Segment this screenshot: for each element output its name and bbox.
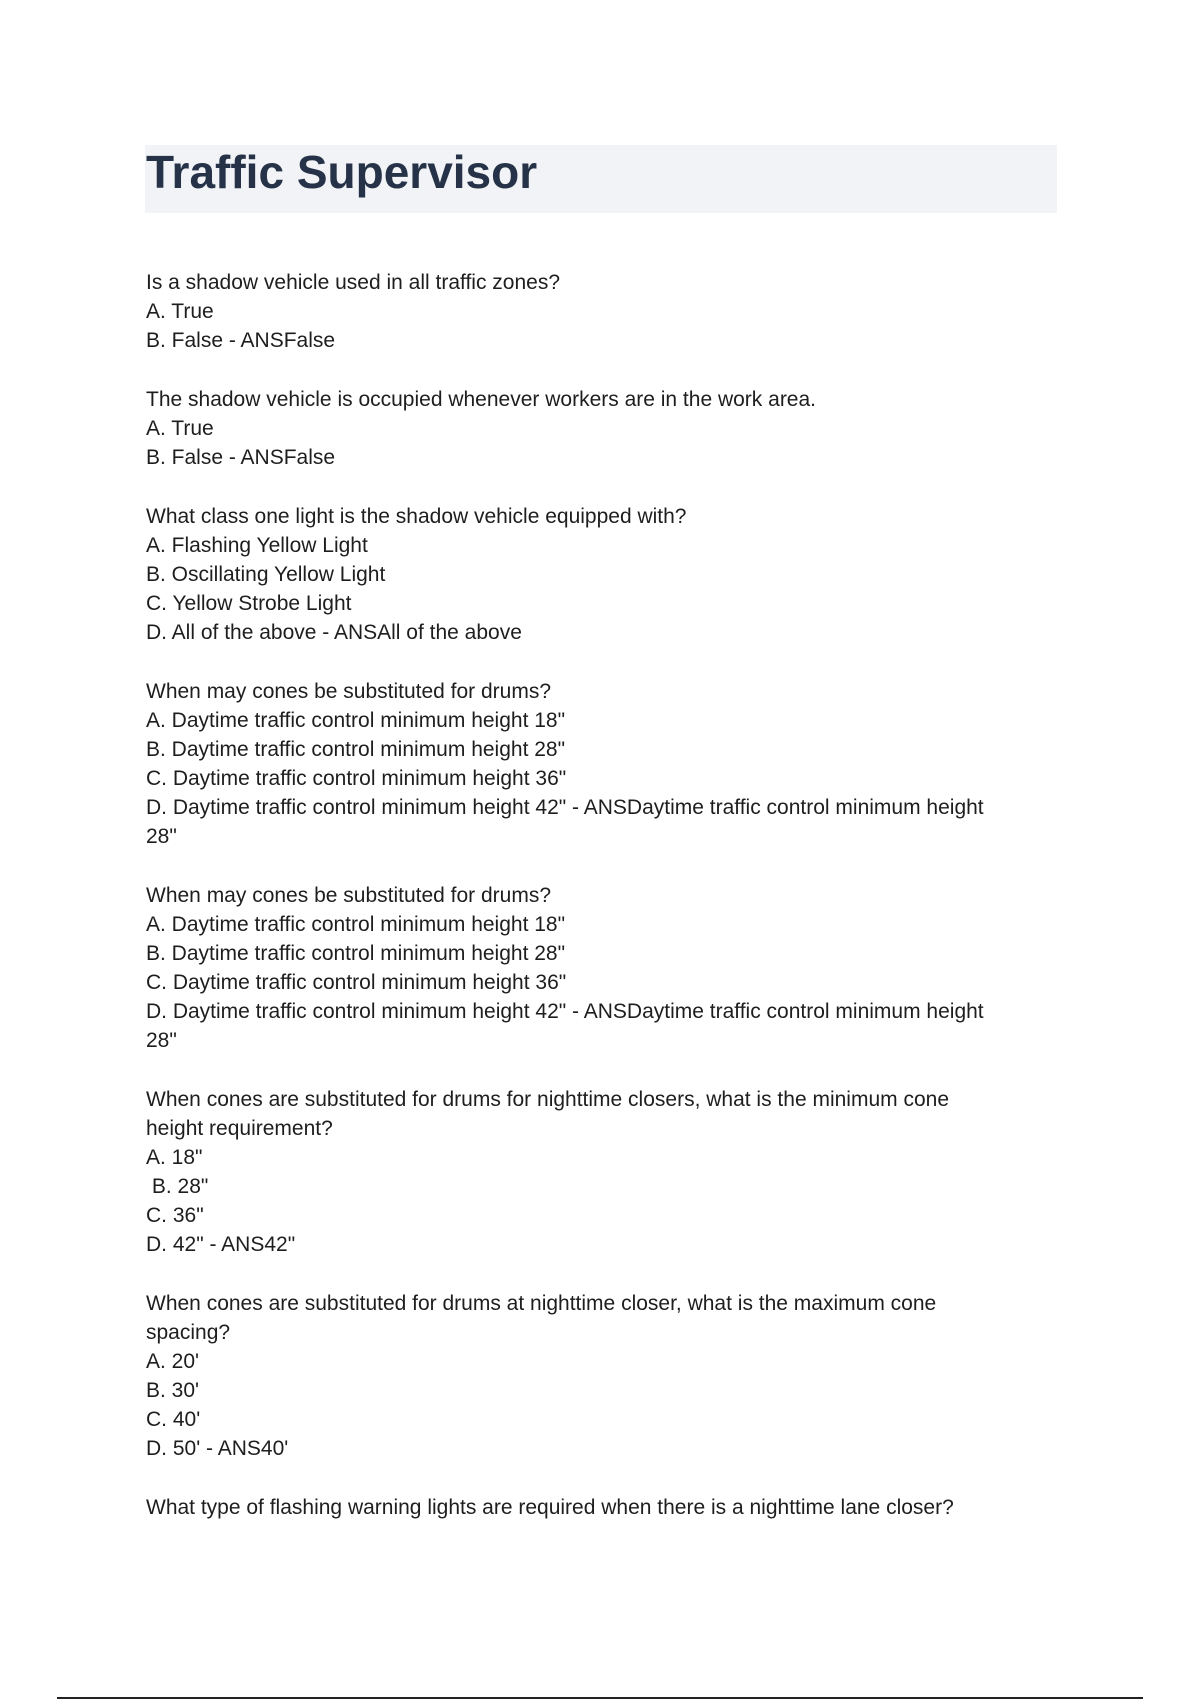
question-text: When may cones be substituted for drums? [146,884,552,907]
question-text: When may cones be substituted for drums? [146,680,552,703]
question-line: B. Daytime traffic control minimum height 28" [146,738,566,761]
question-line: A. 18" [146,1146,203,1169]
question-line: D. Daytime traffic control minimum height 42" - ANSDaytime traffic control minimum height [146,796,984,819]
question-line: C. Daytime traffic control minimum height 36" [146,767,567,790]
question-line: spacing? [146,1321,231,1344]
question-block [146,268,1046,355]
question-block [146,1085,1046,1259]
question-line: C. 40' [146,1408,201,1431]
question-text: What type of flashing warning lights are required when there is a nighttime lane closer? [146,1496,954,1519]
question-line: A. True [146,417,214,440]
question-text: When cones are substituted for drums for nighttime closers, what is the minimum cone [146,1088,950,1111]
question-line: C. Yellow Strobe Light [146,592,352,615]
question-line: B. Oscillating Yellow Light [146,563,386,586]
footer-rule [57,1697,1143,1699]
question-line: A. True [146,300,214,323]
question-text: The shadow vehicle is occupied whenever workers are in the work area. [146,388,817,411]
question-line: C. 36" [146,1204,204,1227]
question-text: When cones are substituted for drums at nighttime closer, what is the maximum cone [146,1292,937,1315]
question-block [146,677,1046,851]
question-line: B. False - ANSFalse [146,329,336,352]
question-block [146,502,1046,647]
question-line: C. Daytime traffic control minimum height 36" [146,971,567,994]
question-line: D. All of the above - ANSAll of the above [146,621,522,644]
question-text: Is a shadow vehicle used in all traffic zones? [146,271,561,294]
question-text: What class one light is the shadow vehicle equipped with? [146,505,687,528]
question-block [146,881,1046,1055]
question-line: A. Flashing Yellow Light [146,534,368,557]
question-line: B. False - ANSFalse [146,446,336,469]
question-line: D. 50' - ANS40' [146,1437,289,1460]
question-line: B. Daytime traffic control minimum height 28" [146,942,566,965]
question-line: A. Daytime traffic control minimum height 18" [146,913,566,936]
question-line: 28" [146,825,177,848]
question-line: height requirement? [146,1117,333,1140]
question-line: A. Daytime traffic control minimum height 18" [146,709,566,732]
question-line: B. 30' [146,1379,200,1402]
question-line: D. 42" - ANS42" [146,1233,296,1256]
question-line: B. 28" [146,1175,209,1198]
question-block [146,1493,1046,1522]
question-list [146,268,1046,1552]
question-line: A. 20' [146,1350,200,1373]
question-block [146,1289,1046,1463]
question-line: 28" [146,1029,177,1052]
question-line: D. Daytime traffic control minimum height 42" - ANSDaytime traffic control minimum height [146,1000,984,1023]
question-block [146,385,1046,472]
page-title: Traffic Supervisor [146,146,538,198]
